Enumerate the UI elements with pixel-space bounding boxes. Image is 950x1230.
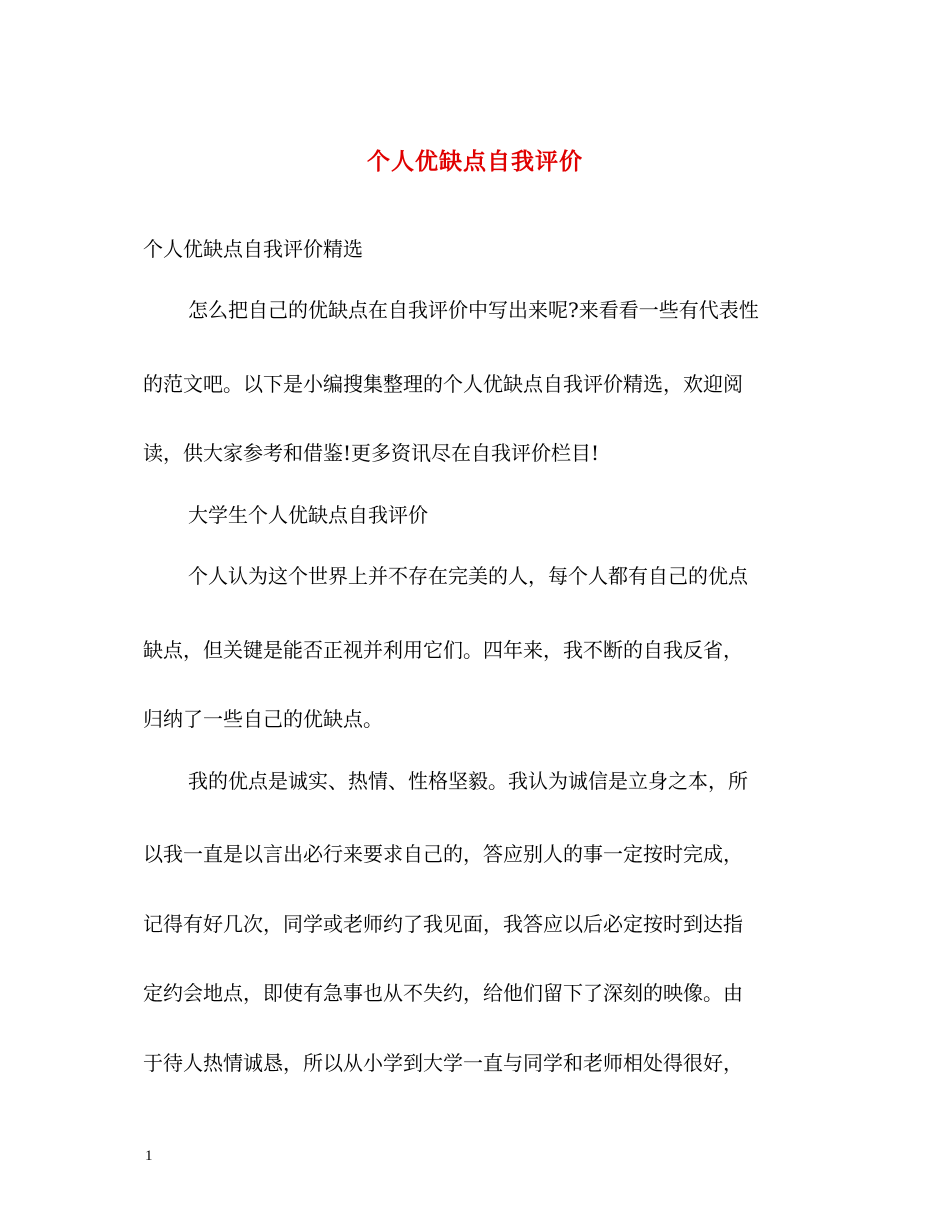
document-title: 个人优缺点自我评价 (367, 148, 583, 175)
paragraph-line: 的范文吧。以下是小编搜集整理的个人优缺点自我评价精选，欢迎阅 (143, 372, 743, 396)
paragraph-line: 我的优点是诚实、热情、性格坚毅。我认为诚信是立身之本，所 (188, 769, 748, 793)
page-number: 1 (145, 1148, 153, 1164)
paragraph-line: 缺点，但关键是能否正视并利用它们。四年来，我不断的自我反省， (143, 638, 743, 662)
section-heading: 个人优缺点自我评价精选 (143, 237, 363, 261)
subheading: 大学生个人优缺点自我评价 (188, 503, 428, 527)
paragraph-line: 以我一直是以言出必行来要求自己的，答应别人的事一定按时完成， (143, 842, 743, 866)
paragraph-line: 个人认为这个世界上并不存在完美的人，每个人都有自己的优点 (188, 564, 748, 588)
paragraph-line: 怎么把自己的优缺点在自我评价中写出来呢?来看看一些有代表性 (188, 298, 759, 322)
paragraph-line: 定约会地点，即使有急事也从不失约，给他们留下了深刻的映像。由 (143, 981, 743, 1005)
paragraph-line: 读，供大家参考和借鉴!更多资讯尽在自我评价栏目! (143, 441, 600, 465)
paragraph-line: 于待人热情诚恳，所以从小学到大学一直与同学和老师相处得很好， (143, 1051, 743, 1075)
paragraph-line: 记得有好几次，同学或老师约了我见面，我答应以后必定按时到达指 (143, 912, 743, 936)
paragraph-line: 归纳了一些自己的优缺点。 (143, 707, 383, 731)
